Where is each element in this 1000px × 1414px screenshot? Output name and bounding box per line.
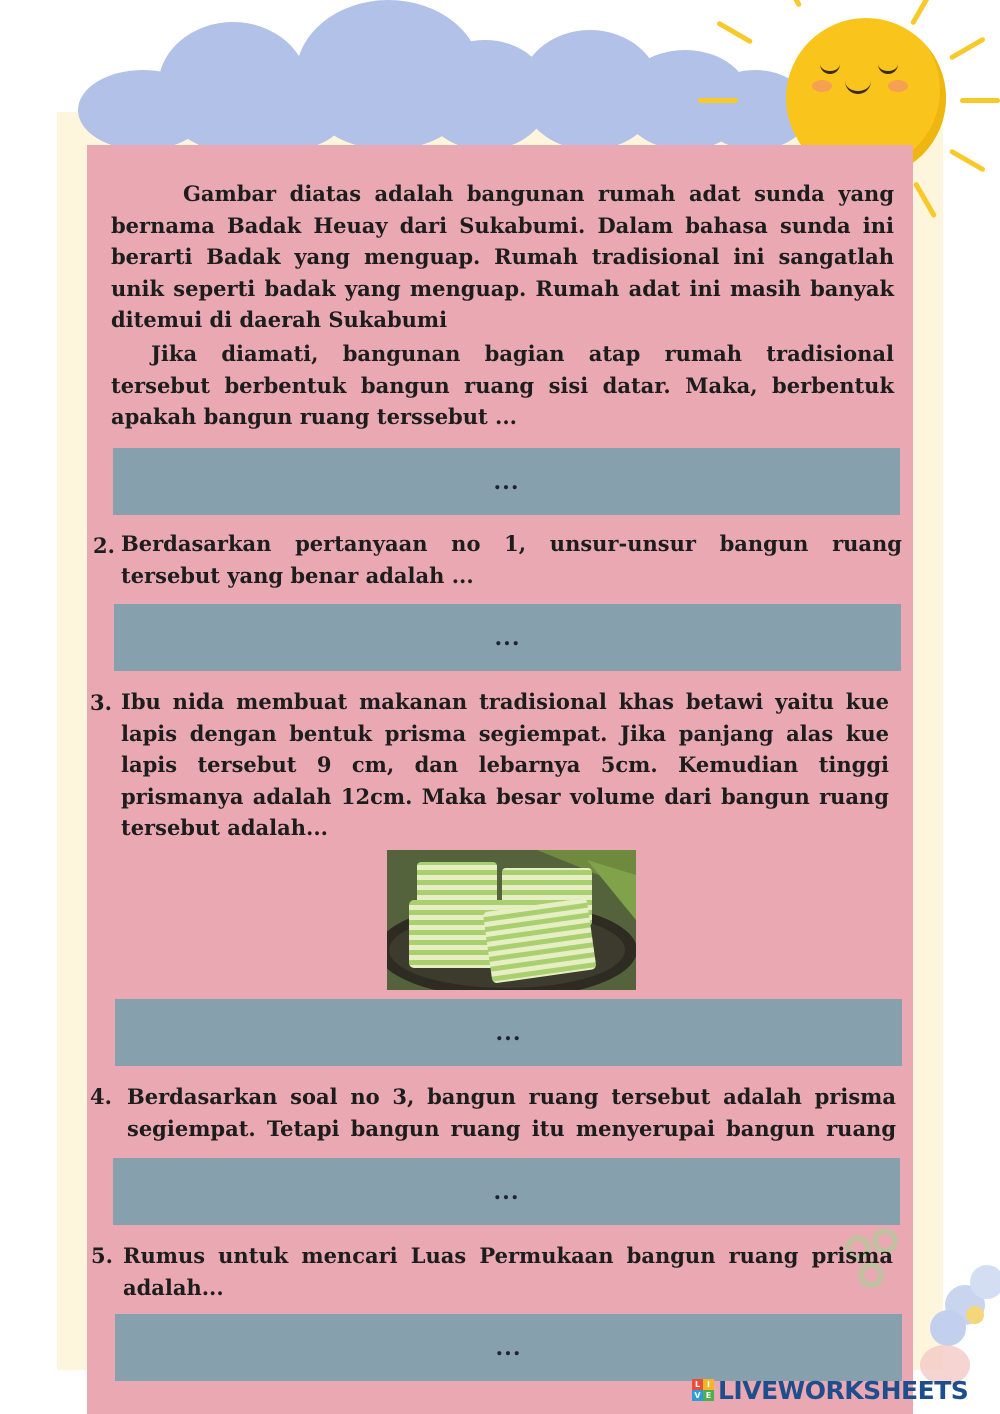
answer-field-4[interactable]: ...	[113, 1158, 900, 1225]
question-2-text: Berdasarkan pertanyaan no 1, unsur-unsur bangun ruang tersebut yang benar adalah ...	[121, 531, 902, 588]
liveworksheets-logo-icon	[692, 1379, 714, 1401]
liveworksheets-logo[interactable]	[692, 1374, 968, 1406]
question-5-text: Rumus untuk mencari Luas Permukaan bangun ruang prisma adalah...	[123, 1243, 893, 1300]
question-3-text: Ibu nida membuat makanan tradisional khas betawi yaitu kue lapis dengan bentuk prisma segiempat. Jika panjang alas kue lapis tersebut 9 cm, dan lebarnya 5cm. Kemudian tinggi prismanya adalah 12cm. Maka besar volume dari bangun ruang tersebut adalah...	[121, 689, 889, 840]
answer-field-2[interactable]: ...	[114, 604, 901, 671]
question-number: 2.	[93, 533, 115, 558]
logo-letter: I	[703, 1379, 714, 1390]
answer-field-3[interactable]: ...	[115, 999, 902, 1066]
logo-letter: V	[692, 1390, 703, 1401]
kue-lapis-photo	[387, 850, 636, 990]
intro-paragraph: Gambar diatas adalah bangunan rumah adat sunda yang bernama Badak Heuay dari Sukabumi. Dalam bahasa sunda ini berarti Badak yang menguap. Rumah tradisional ini sangatlah unik seperti badak yang menguap. Rumah adat ini masih banyak ditemui di daerah Sukabumi	[111, 181, 894, 332]
logo-letter: E	[703, 1390, 714, 1401]
logo-letter: L	[692, 1379, 703, 1390]
question-1-text: Jika diamati, bangunan bagian atap rumah tradisional tersebut berbentuk bangun ruang sisi datar. Maka, berbentuk apakah bangun ruang terssebut ...	[111, 341, 894, 429]
question-number: 4.	[90, 1084, 112, 1109]
answer-field-5[interactable]: ...	[115, 1314, 902, 1381]
logo-text: LIVEWORKSHEETS	[718, 1375, 969, 1405]
question-4-text: Berdasarkan soal no 3, bangun ruang tersebut adalah prisma segiempat. Tetapi bangun ruang itu menyerupai bangun ruang	[127, 1084, 896, 1141]
kue-lapis-photo	[387, 850, 636, 990]
question-number: 3.	[90, 690, 112, 715]
question-number: 5.	[91, 1243, 113, 1268]
answer-field-1[interactable]: ...	[113, 448, 900, 515]
